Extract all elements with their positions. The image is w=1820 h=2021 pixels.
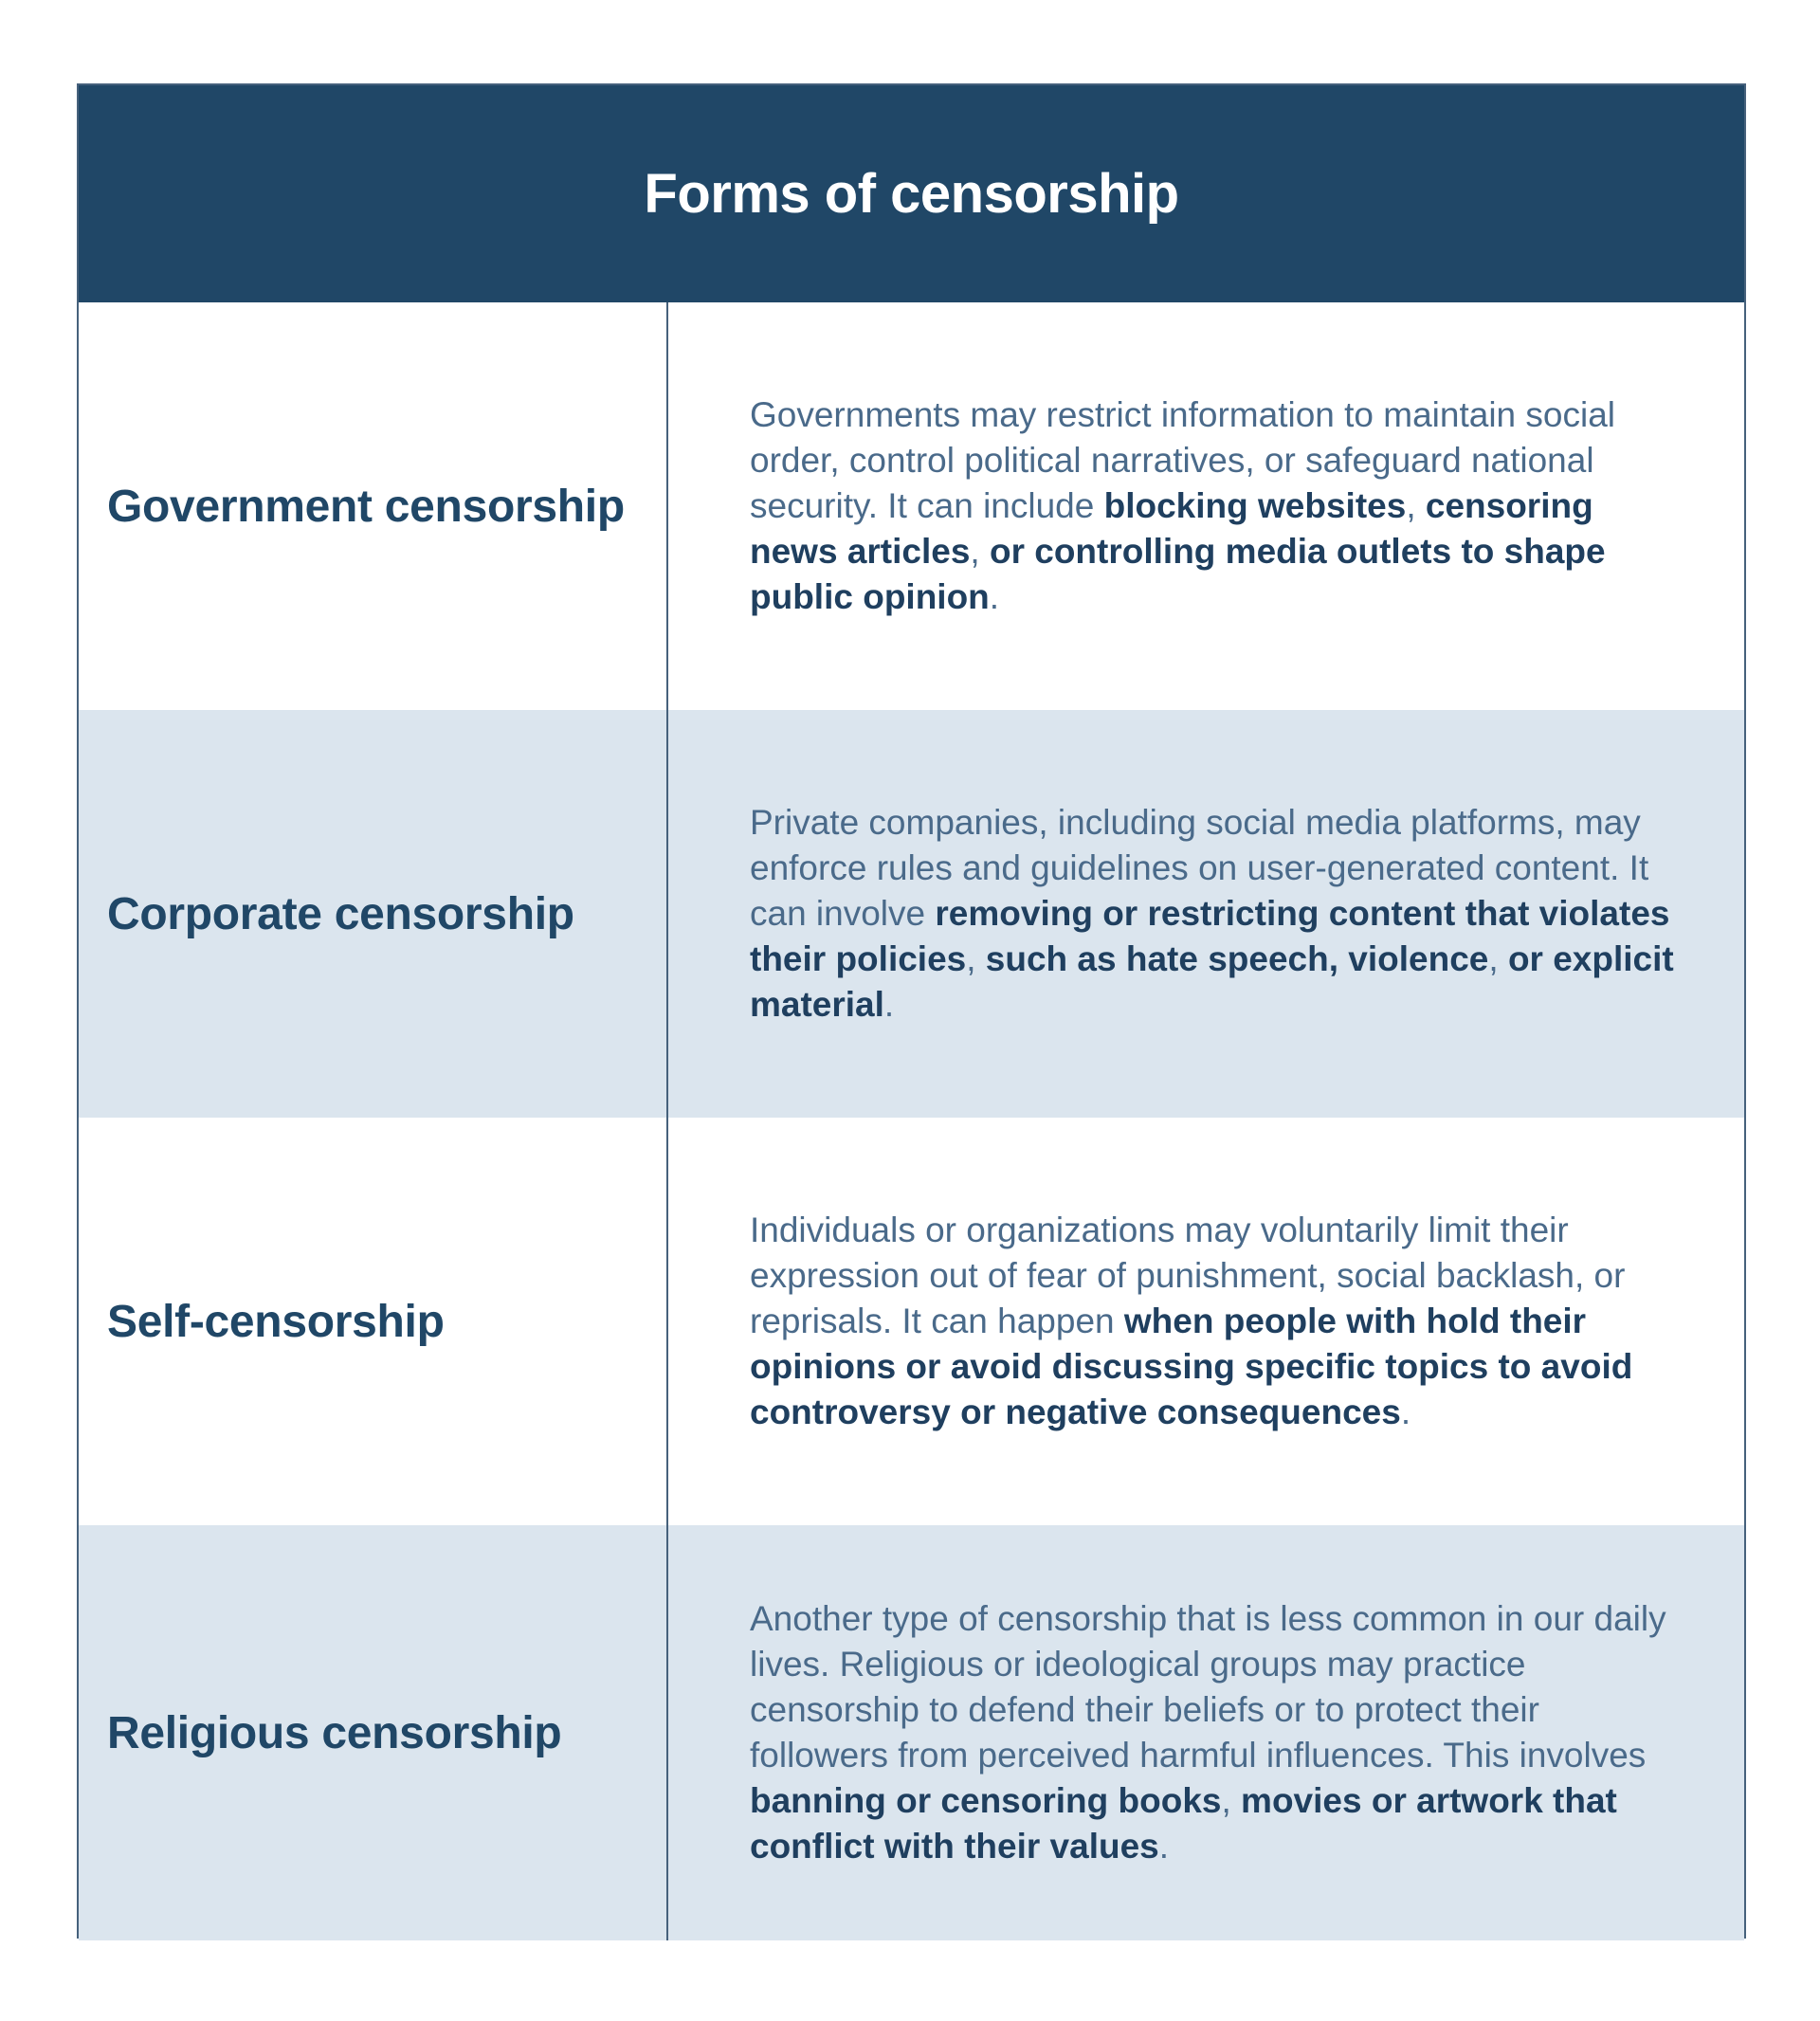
desc-text: , [1488,939,1508,978]
desc-text: , [1406,486,1426,525]
desc-emphasis: removing or restricting content that violates their policies [750,894,1670,978]
desc-text: . [1158,1827,1170,1866]
table-row-government [79,302,1744,710]
desc-text: . [989,577,1000,616]
desc-text: , [970,532,990,571]
desc-emphasis: censoring news articles [750,486,1593,571]
desc-text: Individuals or organizations may voluntarily limit their expression out of fear of punishment, social backlash, or reprisals. It can happen [750,1211,1626,1340]
desc-text: . [1400,1393,1411,1431]
row-description-cell [668,1525,1744,1940]
desc-emphasis: blocking websites [1103,486,1407,525]
table-row-self [79,1118,1744,1525]
row-description-cell [668,710,1744,1118]
desc-emphasis: movies or artwork that conflict with their values [750,1781,1617,1866]
desc-text: Another type of censorship that is less common in our daily lives. Religious or ideological groups may practice censorship to defend their beliefs or to protect their followers from perceived harmful influences. This involves [750,1599,1666,1775]
row-description-religious [750,1596,1679,1869]
desc-emphasis: or controlling media outlets to shape public opinion [750,532,1606,616]
desc-emphasis: or explicit material [750,939,1674,1024]
desc-text: , [966,939,986,978]
censorship-table [77,83,1746,1939]
row-description-self [750,1208,1679,1435]
table-title: Forms of censorship [644,163,1179,225]
row-description-cell [668,1118,1744,1525]
row-label-government: Government censorship [79,302,668,710]
table-header [79,85,1744,302]
table-row-religious [79,1525,1744,1940]
desc-text: . [883,985,895,1024]
row-label-self: Self-censorship [79,1118,668,1525]
row-description-government [750,392,1679,620]
desc-text: Private companies, including social media platforms, may enforce rules and guidelines on user-generated content. It can involve [750,803,1649,933]
desc-emphasis: banning or censoring books [750,1781,1222,1820]
desc-emphasis: such as hate speech, violence [985,939,1489,978]
row-label-religious: Religious censorship [79,1525,668,1940]
row-description-cell [668,302,1744,710]
table-row-corporate [79,710,1744,1118]
row-description-corporate [750,800,1679,1028]
row-label-corporate: Corporate censorship [79,710,668,1118]
desc-emphasis: when people with hold their opinions or avoid discussing specific topics to avoid controversy or negative consequences [750,1302,1633,1431]
desc-text: , [1221,1781,1242,1820]
desc-text: Governments may restrict information to maintain social order, control political narratives, or safeguard national security. It can include [750,395,1616,525]
